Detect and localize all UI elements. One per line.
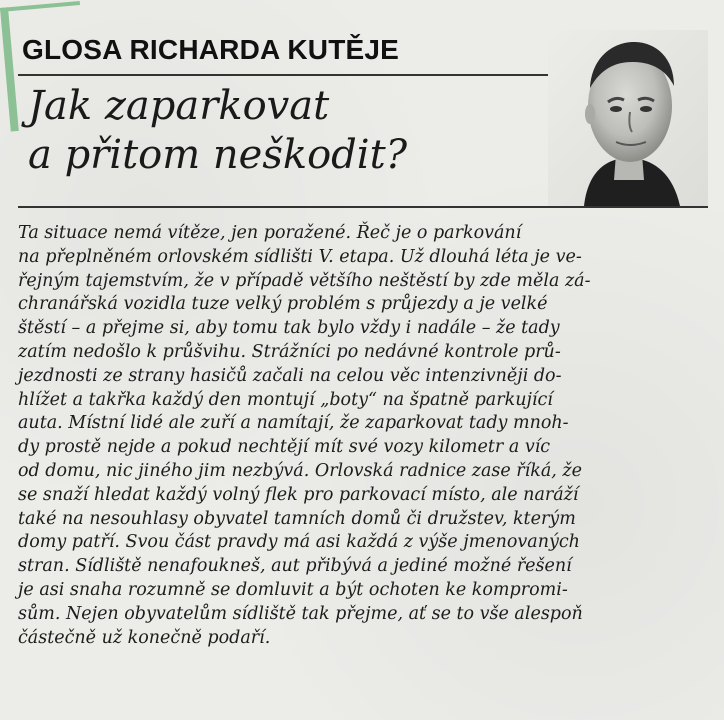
body-line: od domu, nic jiného jim nezbývá. Orlovská radnice zase říká, že [18, 460, 582, 481]
body-line: chranářská vozidla tuze velký problém s průjezdy a je velké [18, 294, 548, 315]
body-line: se snaží hledat každý volný flek pro parkovací místo, ale naráží [18, 484, 579, 505]
author-portrait-icon [548, 30, 708, 206]
body-line: je asi snaha rozumně se domluvit a být ochoten ke kompromi- [18, 579, 568, 600]
article-headline [28, 82, 568, 180]
body-line: také na nesouhlasy obyvatel tamních domů či družstev, kterým [18, 508, 576, 529]
body-line: štěstí – a přejme si, aby tomu tak bylo vždy i nadále – že tady [18, 318, 560, 339]
body-line: na přeplněném orlovském sídlišti V. etapa. Už dlouhá léta je ve- [18, 246, 582, 267]
body-line: sům. Nejen obyvatelům sídliště tak přejme, ať se to vše alespoň [18, 603, 583, 624]
body-line: řejným tajemstvím, že v případě většího neštěstí by zde měla zá- [18, 270, 591, 291]
body-line: zatím nedošlo k průšvihu. Strážníci po nedávné kontrole prů- [18, 341, 561, 362]
body-line: dy prostě nejde a pokud nechtějí mít své vozy kilometr a víc [18, 437, 551, 458]
body-line: auta. Místní lidé ale zuří a namítají, že zaparkovat tady mnoh- [18, 413, 569, 434]
body-line: stran. Sídliště nenafoukneš, aut přibývá a jediné možné řešení [18, 556, 572, 577]
bottom-rule [18, 206, 708, 208]
headline-line: a přitom neškodit? [28, 132, 408, 178]
article-body [18, 222, 706, 650]
body-line: jezdnosti ze strany hasičů začali na celou věc intenzivněji do- [18, 365, 562, 386]
headline-line: Jak zaparkovat [28, 83, 330, 129]
body-line: domy patří. Svou část pravdy má asi každá z výše jmenovaných [18, 532, 580, 553]
body-line: částečně už konečně podaří. [18, 627, 271, 648]
column-label: GLOSA RICHARDA KUTĚJE [22, 34, 400, 65]
body-line: Ta situace nemá vítěze, jen poražené. Řeč je o parkování [18, 223, 522, 243]
body-line: hlížet a takřka každý den montují „boty“ na špatně parkující [18, 389, 553, 410]
